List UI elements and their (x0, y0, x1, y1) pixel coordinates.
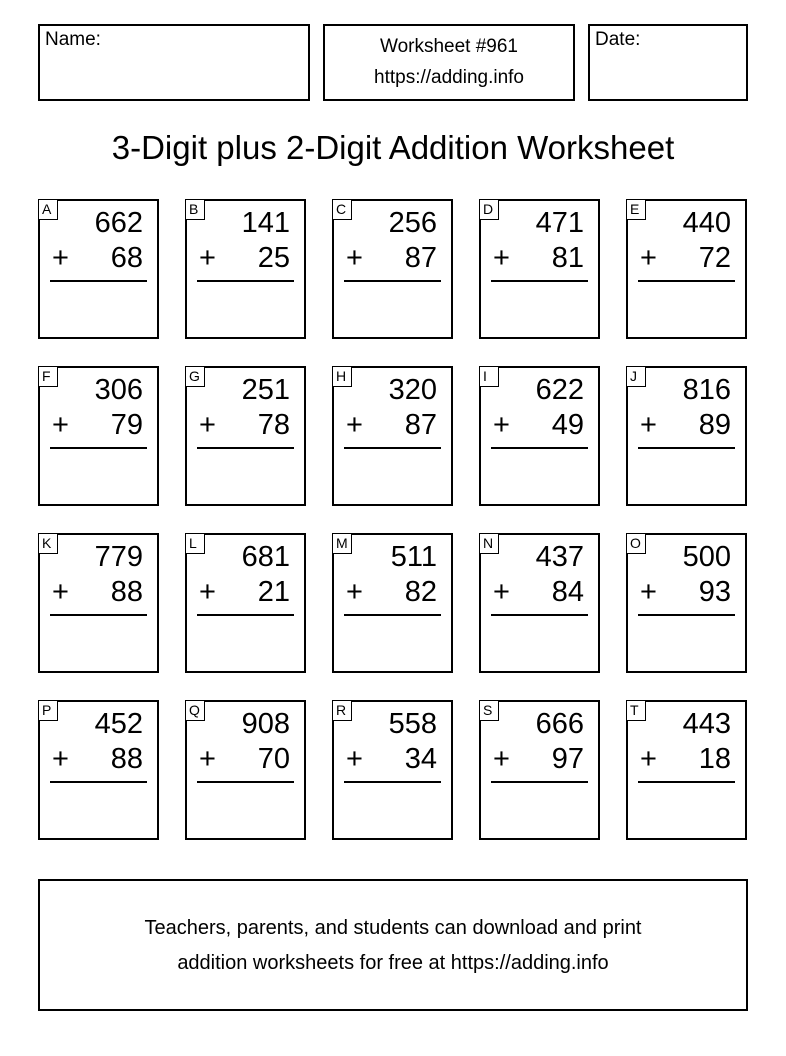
problem-letter: T (626, 700, 646, 721)
answer-line (638, 280, 735, 282)
problem-bottom-number: 87 (404, 242, 437, 274)
answer-line (50, 781, 147, 783)
answer-line (50, 280, 147, 282)
problem-bottom-number: 49 (551, 409, 584, 441)
problem-letter: A (38, 199, 58, 220)
problem-letter: E (626, 199, 646, 220)
problem-top-number: 816 (682, 374, 731, 406)
worksheet-info-box (323, 24, 575, 101)
answer-line (344, 781, 441, 783)
problem-top-number: 306 (94, 374, 143, 406)
problem-bottom-number: 87 (404, 409, 437, 441)
problem-letter: R (332, 700, 352, 721)
problem-bottom-number: 34 (404, 743, 437, 775)
problem-card (332, 366, 453, 506)
plus-sign: + (52, 409, 69, 441)
problem-top-number: 511 (390, 541, 437, 573)
plus-sign: + (346, 409, 363, 441)
answer-line (491, 614, 588, 616)
problem-letter: C (332, 199, 352, 220)
problem-top-number: 141 (241, 207, 290, 239)
problem-top-number: 251 (241, 374, 290, 406)
problem-top-number: 437 (535, 541, 584, 573)
problem-bottom-number: 78 (257, 409, 290, 441)
problem-bottom-number: 68 (110, 242, 143, 274)
problem-letter: J (626, 366, 646, 387)
date-label: Date: (595, 29, 641, 50)
name-field (38, 24, 310, 101)
problem-letter: K (38, 533, 58, 554)
problem-letter: D (479, 199, 499, 220)
name-label: Name: (45, 29, 101, 50)
plus-sign: + (199, 242, 216, 274)
problem-letter: G (185, 366, 205, 387)
answer-line (491, 280, 588, 282)
plus-sign: + (493, 242, 510, 274)
problem-top-number: 440 (682, 207, 731, 239)
date-field (588, 24, 748, 101)
problem-card (626, 533, 747, 673)
problem-top-number: 443 (682, 708, 731, 740)
problem-card (479, 700, 600, 840)
answer-line (344, 614, 441, 616)
plus-sign: + (346, 576, 363, 608)
answer-line (344, 447, 441, 449)
problem-card (38, 533, 159, 673)
plus-sign: + (346, 242, 363, 274)
problem-top-number: 256 (388, 207, 437, 239)
problem-letter: M (332, 533, 352, 554)
problem-top-number: 471 (535, 207, 584, 239)
answer-line (344, 280, 441, 282)
problem-card (185, 700, 306, 840)
problem-letter: I (479, 366, 499, 387)
problem-bottom-number: 79 (110, 409, 143, 441)
plus-sign: + (199, 743, 216, 775)
problem-letter: H (332, 366, 352, 387)
answer-line (491, 447, 588, 449)
problem-card (332, 700, 453, 840)
plus-sign: + (199, 576, 216, 608)
problem-bottom-number: 18 (698, 743, 731, 775)
answer-line (197, 614, 294, 616)
problem-top-number: 908 (241, 708, 290, 740)
problem-top-number: 622 (535, 374, 584, 406)
answer-line (50, 614, 147, 616)
problem-card (479, 533, 600, 673)
problem-top-number: 666 (535, 708, 584, 740)
problem-card (185, 199, 306, 339)
problem-bottom-number: 72 (698, 242, 731, 274)
problem-card (626, 199, 747, 339)
problem-bottom-number: 84 (551, 576, 584, 608)
problem-letter: L (185, 533, 205, 554)
problem-bottom-number: 70 (257, 743, 290, 775)
plus-sign: + (52, 743, 69, 775)
footer-line-1: Teachers, parents, and students can download and print (144, 917, 642, 939)
answer-line (638, 781, 735, 783)
problem-letter: P (38, 700, 58, 721)
answer-line (197, 280, 294, 282)
problem-bottom-number: 82 (404, 576, 437, 608)
problem-card (38, 366, 159, 506)
problem-bottom-number: 88 (110, 576, 143, 608)
problem-card (626, 366, 747, 506)
answer-line (638, 447, 735, 449)
problem-card (185, 366, 306, 506)
problem-bottom-number: 97 (551, 743, 584, 775)
problem-card (479, 199, 600, 339)
problem-card (38, 199, 159, 339)
problem-card (38, 700, 159, 840)
plus-sign: + (640, 743, 657, 775)
problem-bottom-number: 93 (698, 576, 731, 608)
plus-sign: + (493, 576, 510, 608)
plus-sign: + (493, 743, 510, 775)
answer-line (197, 447, 294, 449)
problem-bottom-number: 88 (110, 743, 143, 775)
problem-top-number: 779 (94, 541, 143, 573)
answer-line (50, 447, 147, 449)
problem-letter: O (626, 533, 646, 554)
problem-bottom-number: 89 (698, 409, 731, 441)
problem-card (626, 700, 747, 840)
worksheet-number: Worksheet #961 (379, 36, 518, 57)
problem-letter: Q (185, 700, 205, 721)
problem-top-number: 558 (388, 708, 437, 740)
problem-card (479, 366, 600, 506)
problem-bottom-number: 25 (257, 242, 290, 274)
problem-letter: N (479, 533, 499, 554)
plus-sign: + (640, 409, 657, 441)
plus-sign: + (52, 576, 69, 608)
problem-top-number: 452 (94, 708, 143, 740)
plus-sign: + (640, 242, 657, 274)
plus-sign: + (199, 409, 216, 441)
plus-sign: + (52, 242, 69, 274)
problem-letter: B (185, 199, 205, 220)
plus-sign: + (493, 409, 510, 441)
problem-top-number: 500 (682, 541, 731, 573)
worksheet-url: https://adding.info (374, 67, 524, 88)
problem-top-number: 320 (388, 374, 437, 406)
answer-line (197, 781, 294, 783)
problem-top-number: 681 (241, 541, 290, 573)
problem-card (332, 199, 453, 339)
problem-bottom-number: 21 (257, 576, 290, 608)
problem-card (185, 533, 306, 673)
problem-letter: S (479, 700, 499, 721)
plus-sign: + (346, 743, 363, 775)
footer-line-2: addition worksheets for free at https://adding.info (177, 952, 609, 974)
answer-line (491, 781, 588, 783)
answer-line (638, 614, 735, 616)
plus-sign: + (640, 576, 657, 608)
problem-letter: F (38, 366, 58, 387)
footer-box (38, 879, 748, 1011)
page-title: 3-Digit plus 2-Digit Addition Worksheet (111, 129, 675, 166)
problem-bottom-number: 81 (551, 242, 584, 274)
problem-card (332, 533, 453, 673)
problem-top-number: 662 (94, 207, 143, 239)
